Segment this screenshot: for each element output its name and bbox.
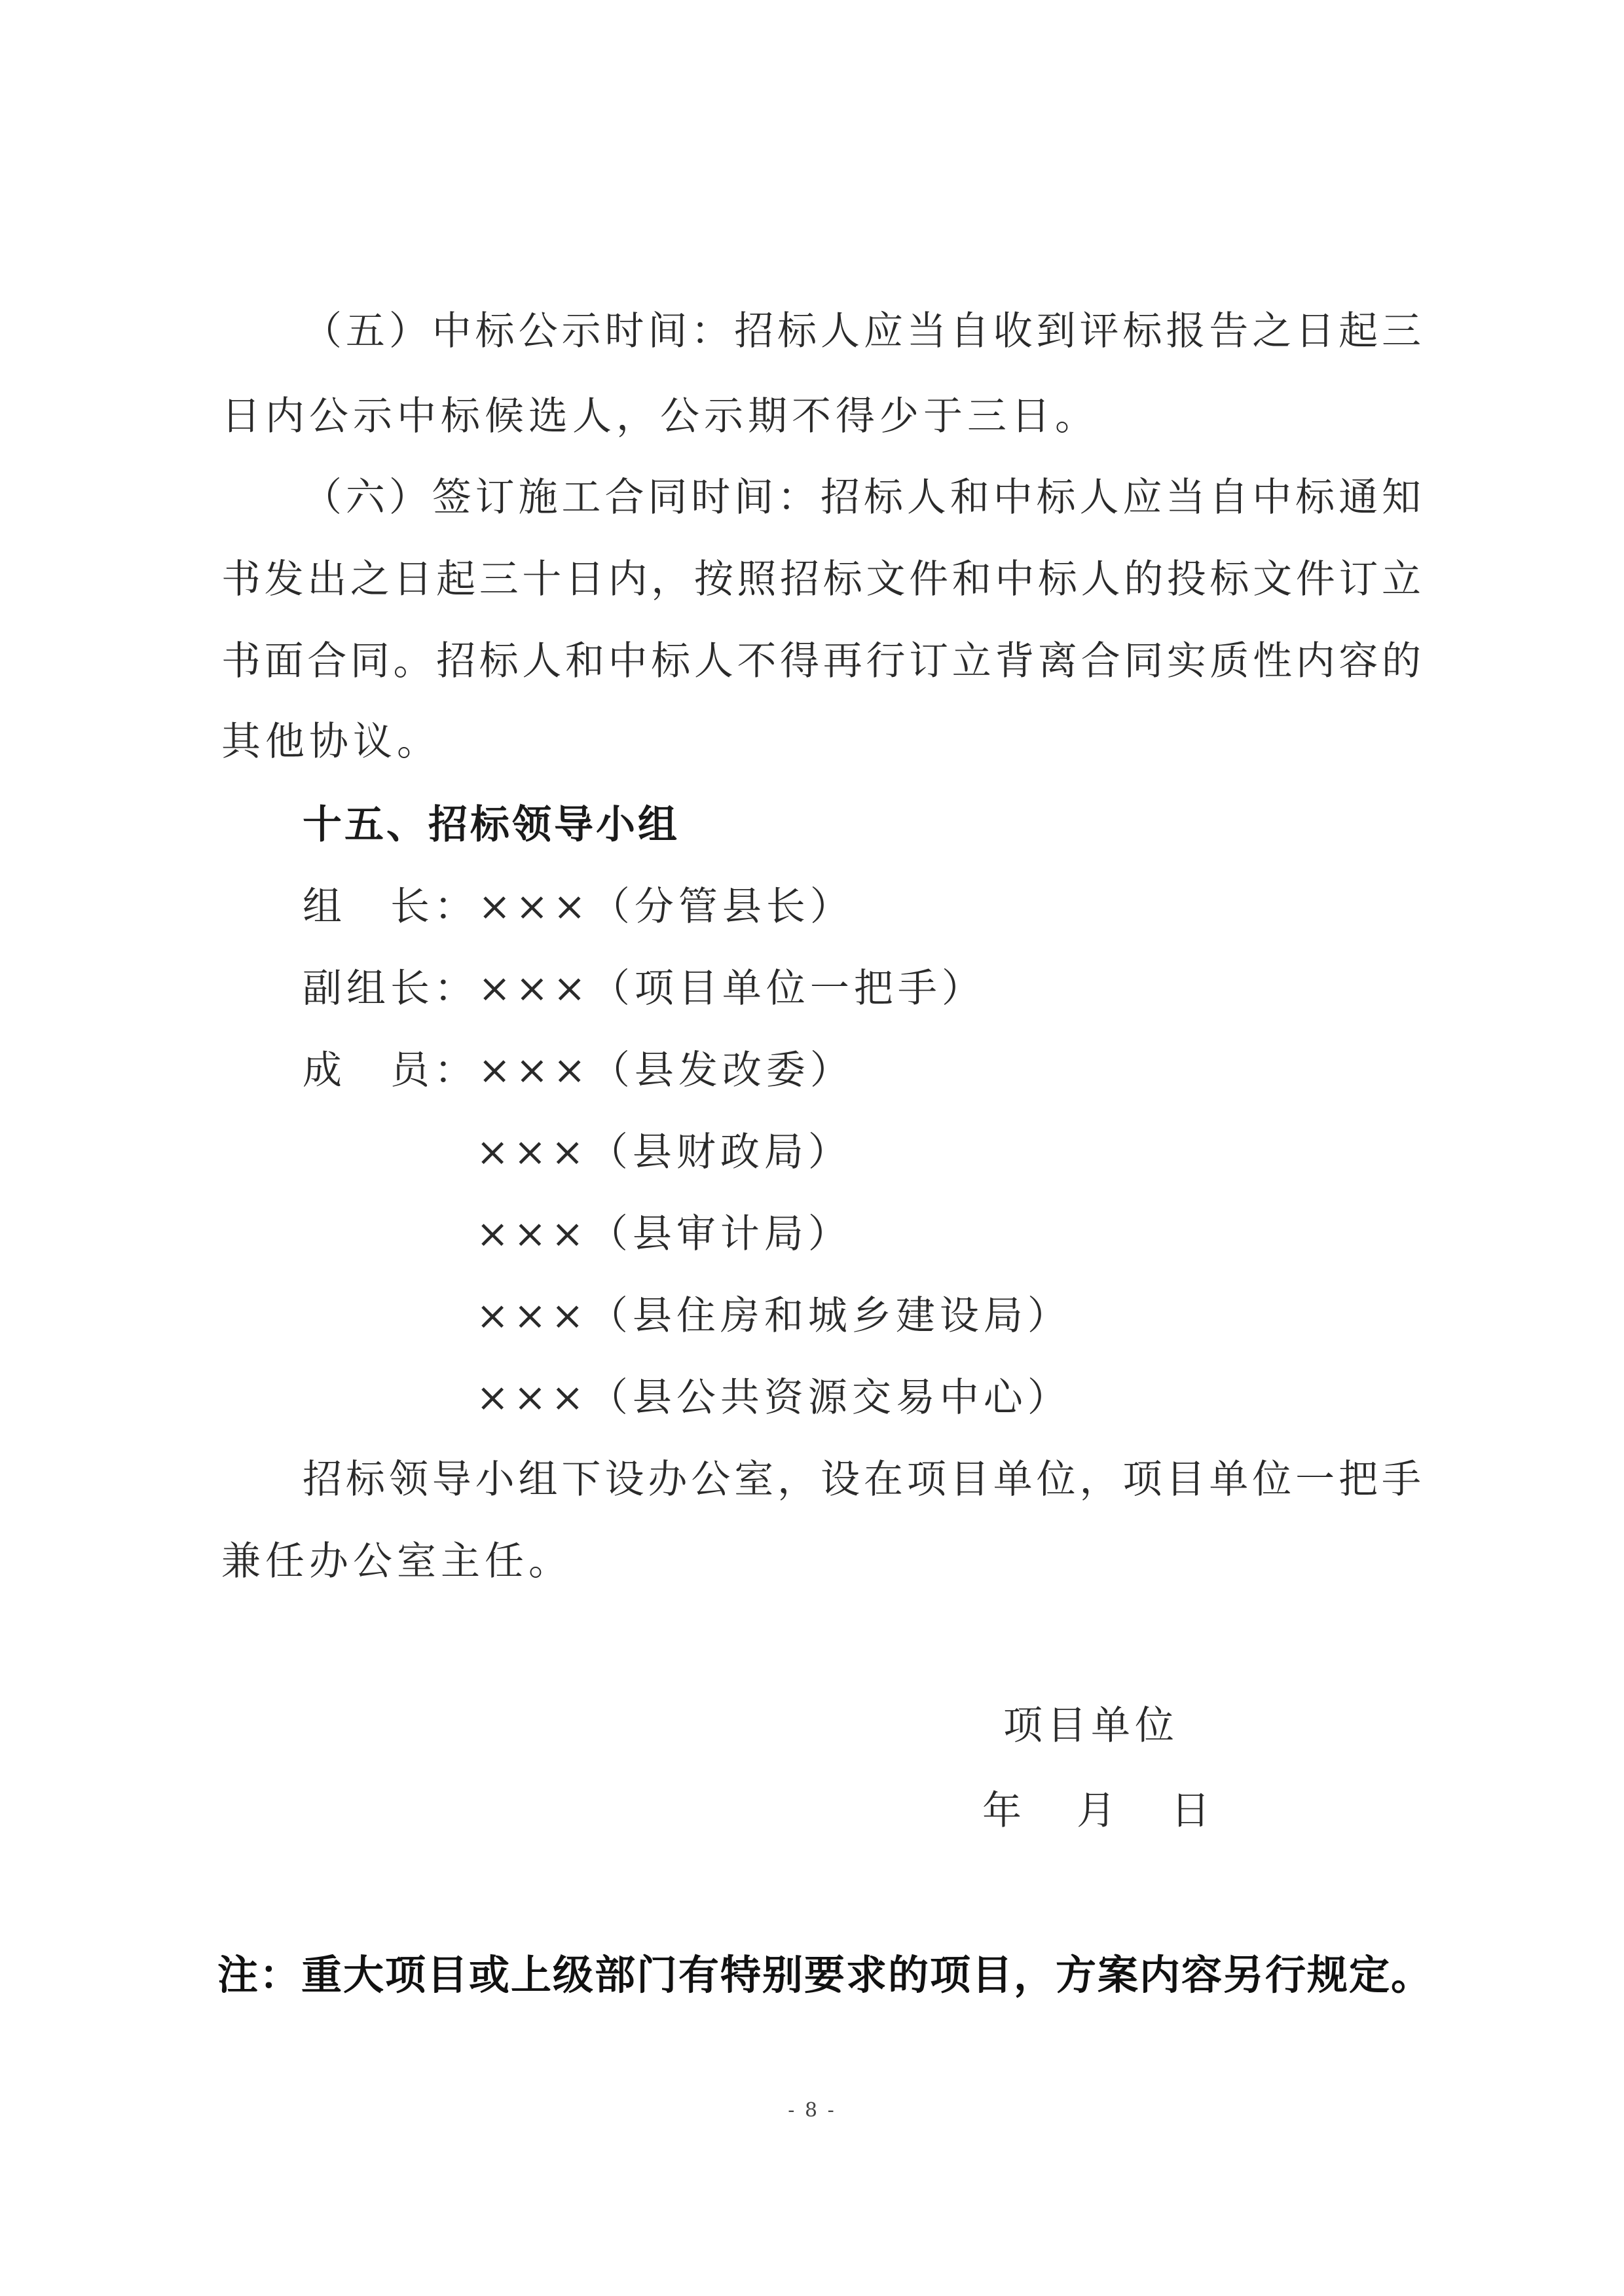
section-6-line-2: 书发出之日起三十日内，按照招标文件和中标人的投标文件订立: [221, 556, 1421, 602]
signature-date: 年 月 日: [982, 1788, 1218, 1834]
office-line-2: 兼任办公室主任。: [221, 1539, 572, 1584]
group-member: ×××（县住房和城乡建设局）: [476, 1293, 1071, 1339]
signature-unit: 项目单位: [1003, 1703, 1179, 1749]
section-5-line-1: （五）中标公示时间：招标人应当自收到评标报告之日起三: [303, 308, 1421, 354]
office-line-1: 招标领导小组下设办公室，设在项目单位，项目单位一把手: [303, 1457, 1421, 1503]
page-number: - 8 -: [788, 2099, 836, 2122]
group-member: ×××（县审计局）: [476, 1211, 852, 1257]
section-5-line-2: 日内公示中标候选人，公示期不得少于三日。: [221, 393, 1099, 439]
section-6-line-3: 书面合同。招标人和中标人不得再行订立背离合同实质性内容的: [221, 638, 1421, 684]
group-member: ×××（县财政局）: [476, 1129, 852, 1175]
section-15-heading: 十五、招标领导小组: [303, 802, 680, 848]
group-member: ×××（县公共资源交易中心）: [476, 1375, 1071, 1421]
group-leader: 组 长：×××（分管县长）: [303, 884, 854, 930]
section-6-line-4: 其他协议。: [221, 719, 441, 765]
group-deputy-leader: 副组长：×××（项目单位一把手）: [303, 966, 986, 1011]
footnote: 注：重大项目或上级部门有特别要求的项目，方案内容另行规定。: [217, 1951, 1433, 1999]
group-member: 成 员：×××（县发改委）: [303, 1048, 854, 1093]
section-6-line-1: （六）签订施工合同时间：招标人和中标人应当自中标通知: [303, 475, 1421, 520]
